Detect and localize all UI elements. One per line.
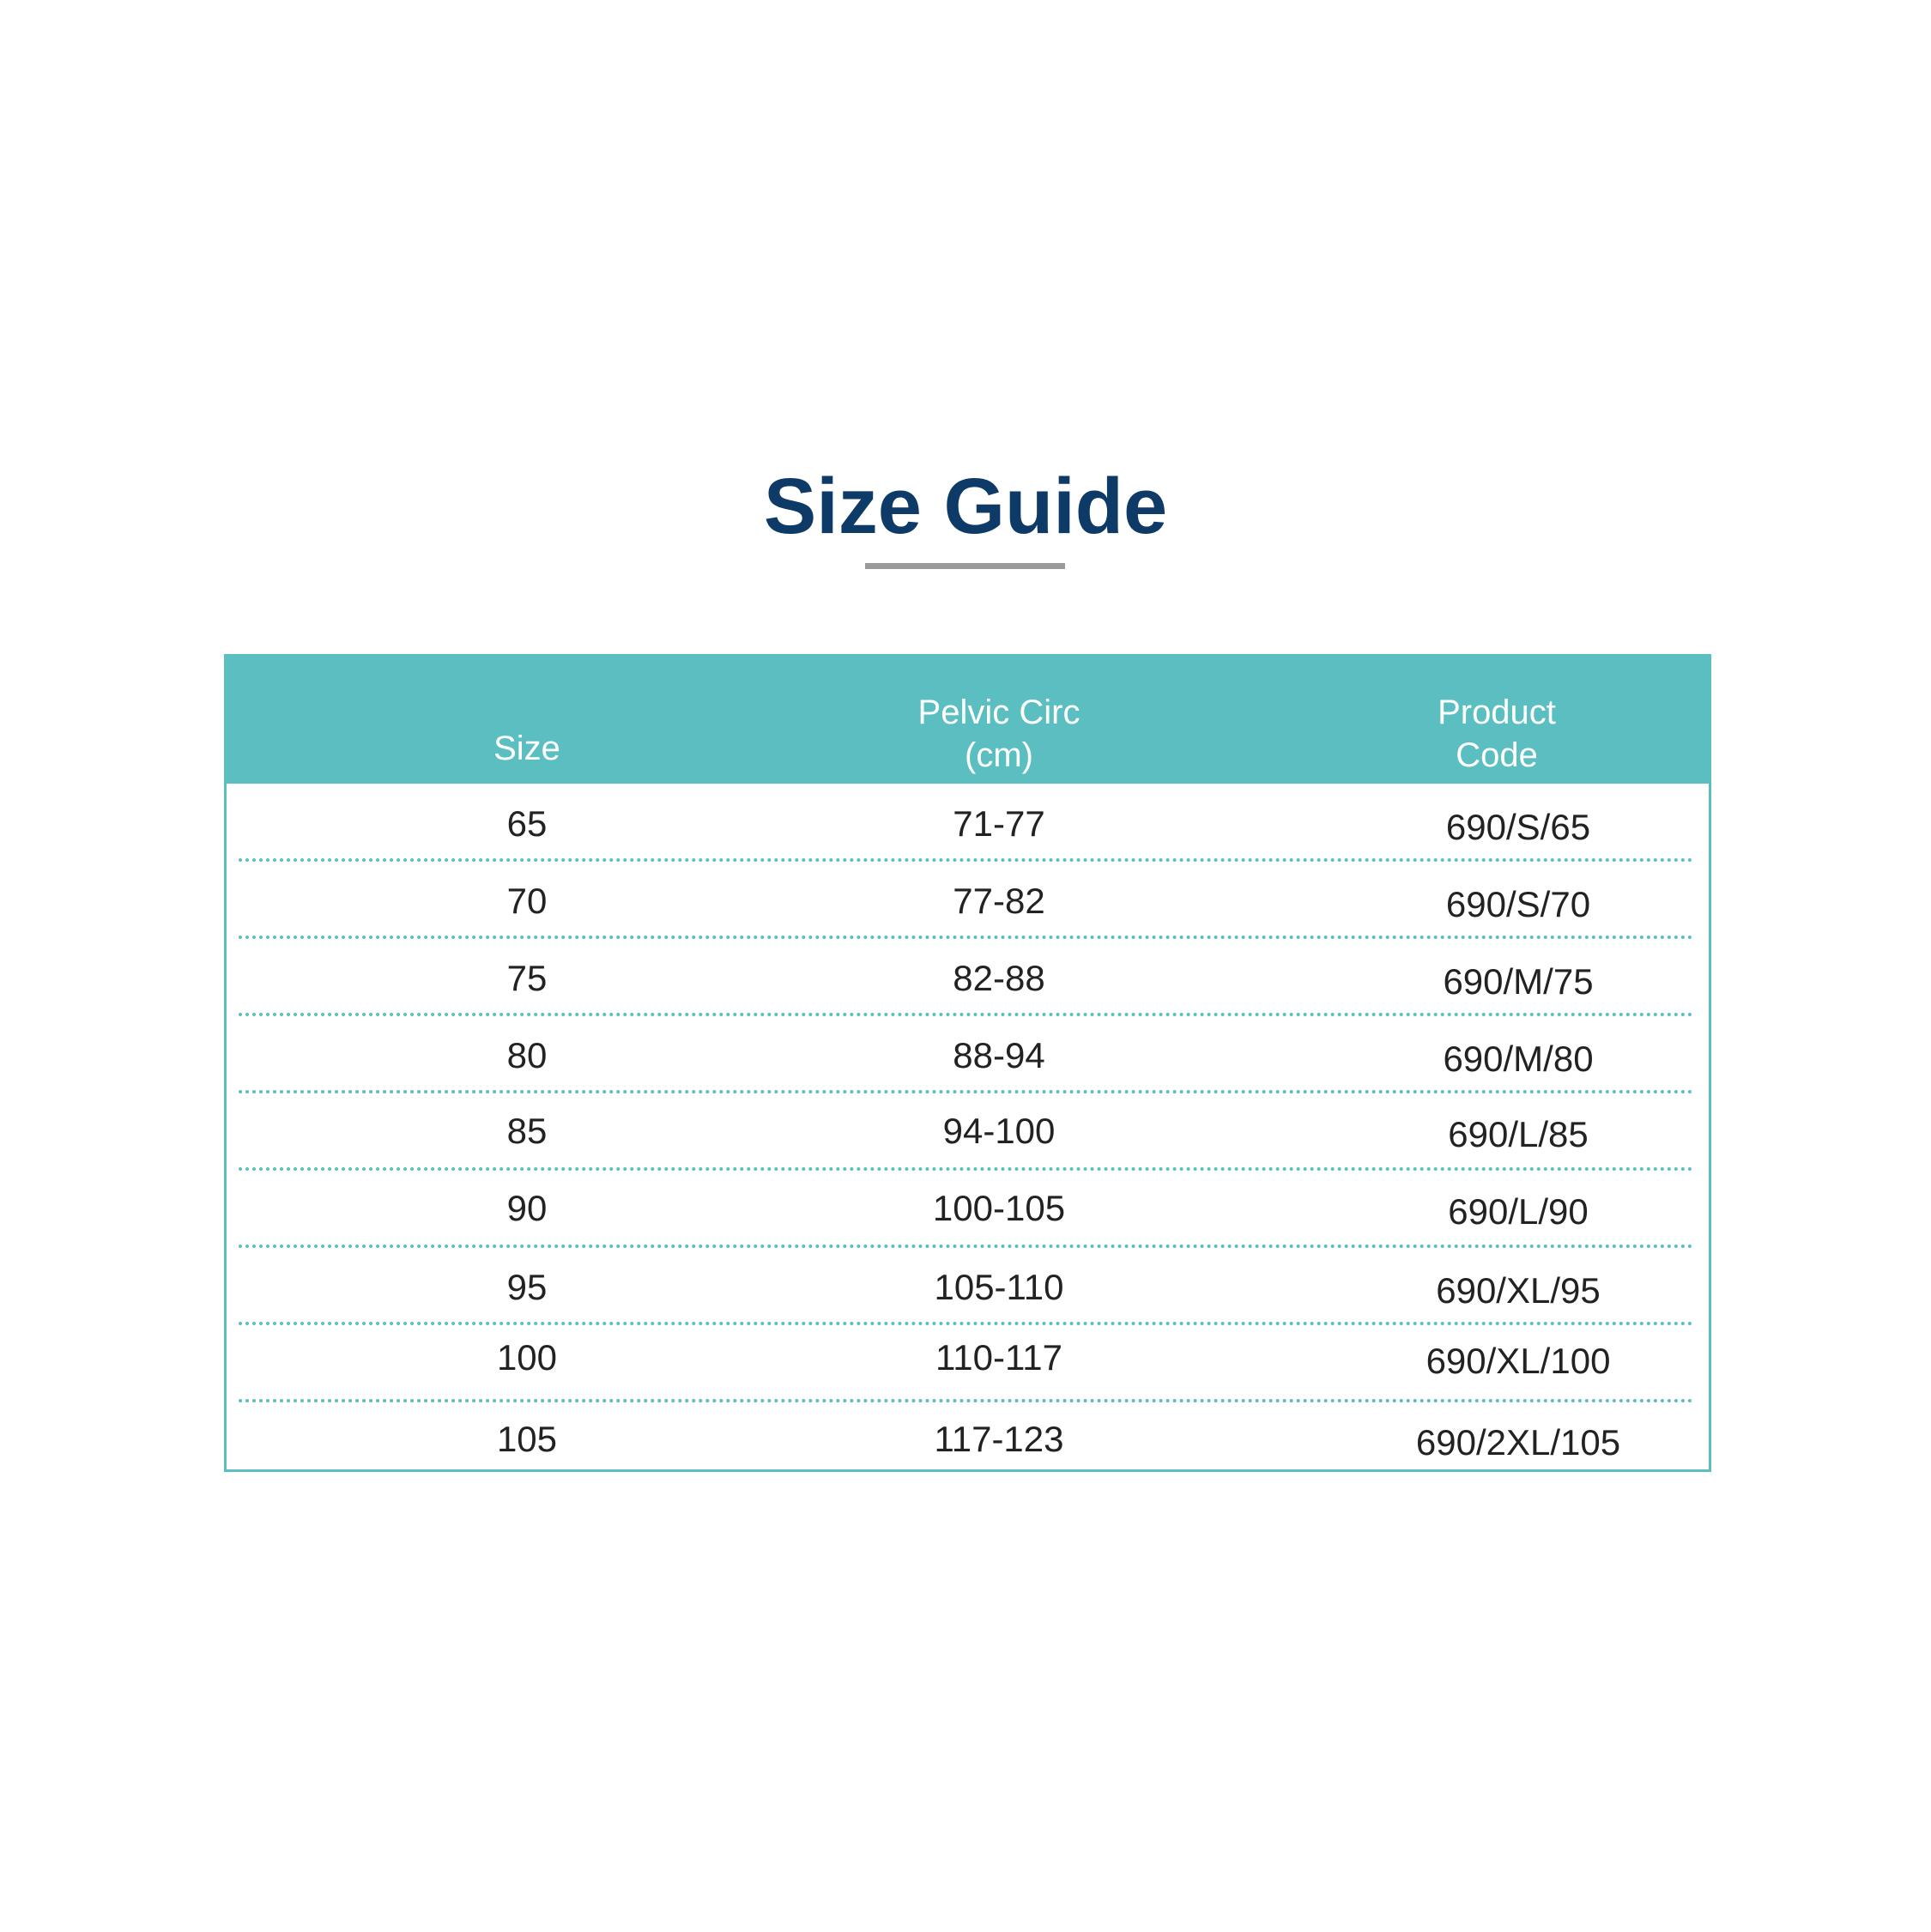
cell-pelvic-circ: 77-82	[953, 881, 1045, 921]
row-divider	[239, 1245, 1693, 1248]
header-product-code: Product Code	[1438, 693, 1556, 774]
table-row	[227, 953, 1709, 1004]
row-divider	[239, 1013, 1693, 1016]
header-size: Size	[493, 730, 560, 767]
cell-pelvic-circ: 71-77	[953, 803, 1045, 844]
cell-product-code: 690/M/80	[1443, 1039, 1594, 1079]
cell-product-code: 690/XL/95	[1436, 1270, 1601, 1311]
row-divider	[239, 858, 1693, 862]
table-row	[227, 1414, 1709, 1465]
cell-product-code: 690/S/70	[1445, 884, 1591, 924]
cell-size: 100	[496, 1337, 558, 1378]
title-underline	[865, 563, 1065, 569]
cell-pelvic-circ: 94-100	[942, 1111, 1056, 1151]
cell-pelvic-circ: 110-117	[935, 1337, 1062, 1378]
cell-product-code: 690/M/75	[1443, 961, 1594, 1002]
table-row	[227, 875, 1709, 927]
table-row	[227, 798, 1709, 850]
row-divider	[239, 1399, 1693, 1402]
table-row	[227, 1030, 1709, 1081]
table-row	[227, 1183, 1709, 1234]
cell-product-code: 690/L/85	[1448, 1114, 1589, 1154]
cell-pelvic-circ: 82-88	[953, 958, 1045, 998]
row-divider	[239, 1322, 1693, 1325]
cell-size: 105	[496, 1419, 558, 1459]
page-title: Size Guide	[763, 463, 1168, 550]
size-table	[224, 654, 1711, 1472]
cell-pelvic-circ: 100-105	[932, 1188, 1066, 1228]
cell-pelvic-circ: 88-94	[953, 1035, 1045, 1075]
cell-size: 70	[506, 881, 548, 921]
cell-pelvic-circ: 117-123	[934, 1419, 1064, 1459]
cell-product-code: 690/S/65	[1445, 807, 1591, 847]
table-row	[227, 1332, 1709, 1384]
row-divider	[239, 1090, 1693, 1093]
row-divider	[239, 936, 1693, 939]
cell-size: 85	[506, 1111, 548, 1151]
cell-size: 80	[506, 1035, 548, 1075]
table-header	[227, 657, 1709, 784]
cell-size: 90	[506, 1188, 548, 1228]
header-pelvic-circ: Pelvic Circ (cm)	[917, 693, 1081, 774]
cell-pelvic-circ: 105-110	[934, 1267, 1064, 1307]
cell-product-code: 690/2XL/105	[1415, 1422, 1621, 1463]
cell-product-code: 690/L/90	[1448, 1191, 1589, 1232]
cell-size: 65	[506, 803, 548, 844]
row-divider	[239, 1167, 1693, 1171]
table-row	[227, 1262, 1709, 1313]
cell-size: 75	[506, 958, 548, 998]
cell-size: 95	[506, 1267, 548, 1307]
table-row	[227, 1105, 1709, 1157]
cell-product-code: 690/XL/100	[1426, 1341, 1611, 1381]
